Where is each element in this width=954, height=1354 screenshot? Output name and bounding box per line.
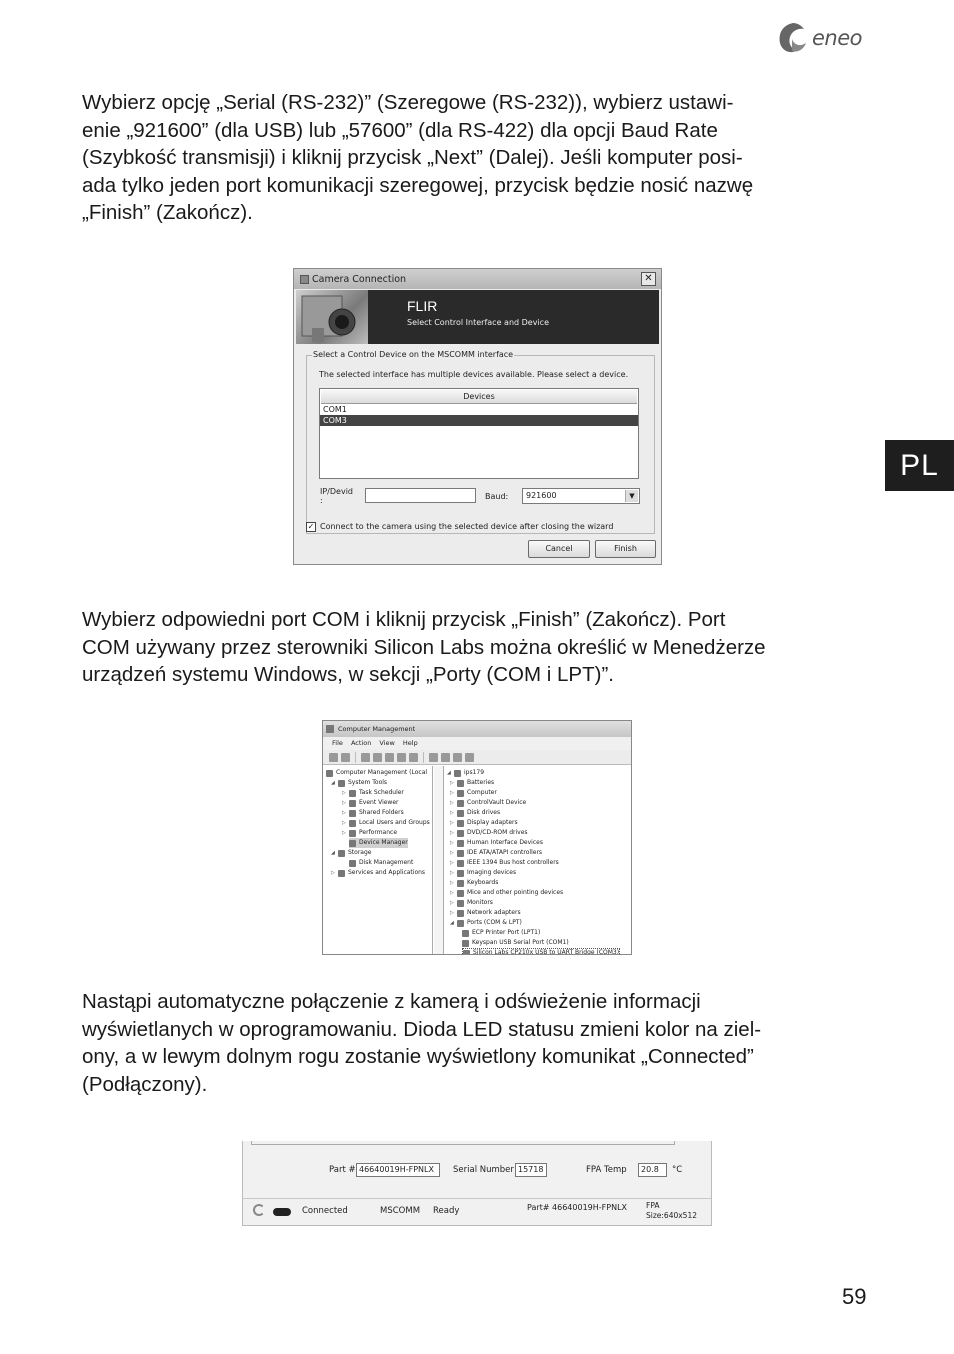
cm-title: Computer Management (338, 725, 416, 733)
device-label: Silicon Labs CP210x USB to UART Bridge (COM3) (473, 949, 620, 955)
language-tab: PL (885, 440, 954, 491)
collapse-arrow-icon[interactable]: ◢ (447, 770, 451, 776)
eneo-leaf-icon (776, 21, 810, 55)
expand-arrow-icon[interactable]: ▷ (450, 780, 454, 786)
status-ready: Ready (433, 1206, 460, 1216)
text-line: COM używany przez sterowniki Silicon Labs można określić w Menedżerze (82, 635, 766, 659)
device-category[interactable] (450, 888, 563, 898)
expand-arrow-icon[interactable]: ▷ (450, 900, 454, 906)
device-label: DVD/CD-ROM drives (467, 829, 528, 836)
properties-icon[interactable] (385, 753, 394, 762)
disk-icon (349, 860, 356, 867)
device-label: Imaging devices (467, 869, 517, 876)
tree-item-label: Services and Applications (348, 869, 426, 876)
devices-list[interactable] (319, 388, 639, 479)
text-line: „Finish” (Zakończ). (82, 201, 253, 224)
controlvault-icon (457, 800, 464, 807)
text-line: enie „921600” (dla USB) lub „57600” (dla RS-422) dla opcji Baud Rate (82, 118, 718, 142)
expand-arrow-icon[interactable]: ▷ (342, 810, 346, 816)
tree-item-task-scheduler[interactable] (342, 788, 404, 798)
status-interface: MSCOMM (380, 1206, 421, 1216)
serial-number-field: 15718 (515, 1163, 547, 1177)
ip-devid-label-colon: : (320, 496, 323, 505)
ip-devid-label (320, 487, 353, 505)
disable-icon[interactable] (453, 753, 462, 762)
device-label: Disk drives (467, 809, 501, 816)
device-category[interactable] (450, 818, 518, 828)
tree-item-local-users[interactable] (342, 818, 430, 828)
camera-status-panel (242, 1141, 712, 1226)
tree-item-disk-management[interactable] (349, 858, 413, 868)
status-led-icon (273, 1208, 291, 1216)
text-line: Wybierz opcję „Serial (RS-232)” (Szeregowe (RS-232)), wybierz ustawi- (82, 91, 734, 114)
expand-arrow-icon[interactable]: ▷ (450, 870, 454, 876)
expand-arrow-icon[interactable]: ▷ (331, 870, 335, 876)
menu-action[interactable]: Action (350, 739, 372, 747)
device-port-item[interactable] (462, 928, 540, 938)
device-category-ports[interactable] (450, 918, 522, 928)
device-label: Ports (COM & LPT) (467, 919, 522, 926)
device-category[interactable] (450, 788, 497, 798)
panel-frame (251, 1141, 675, 1145)
device-port-item[interactable] (462, 938, 569, 948)
storage-icon (338, 850, 345, 857)
expand-arrow-icon[interactable]: ▷ (342, 830, 346, 836)
device-root[interactable] (447, 768, 484, 778)
collapse-arrow-icon[interactable]: ◢ (331, 780, 335, 786)
paragraph-select-com-port (82, 606, 872, 689)
device-category[interactable] (450, 808, 500, 818)
fpa-temp-label: FPA Temp (586, 1165, 627, 1175)
device-item-com3[interactable]: COM3 (320, 415, 638, 426)
device-label: IDE ATA/ATAPI controllers (467, 849, 543, 856)
tree-item-label: Performance (359, 829, 398, 836)
disk-icon (457, 810, 464, 817)
text-line: urządzeń systemu Windows, w sekcji „Porty (COM i LPT)”. (82, 663, 614, 686)
users-icon (349, 820, 356, 827)
part-number-field: 46640019H-FPNLX (356, 1163, 440, 1177)
scan-hardware-icon[interactable] (429, 753, 438, 762)
menu-view[interactable]: View (379, 739, 395, 747)
tree-item-device-manager[interactable] (349, 838, 408, 848)
status-part-number: Part# 46640019H-FPNLX (527, 1203, 628, 1212)
expand-arrow-icon[interactable]: ▷ (342, 800, 346, 806)
ieee1394-icon (457, 860, 464, 867)
tree-item-event-viewer[interactable] (342, 798, 399, 808)
network-icon (457, 910, 464, 917)
services-icon (338, 870, 345, 877)
close-button[interactable]: ✕ (641, 272, 656, 286)
text-line: (Podłączony). (82, 1072, 208, 1096)
camera-image (296, 290, 368, 344)
device-label: ControlVault Device (467, 799, 527, 806)
fpa-temp-unit: °C (672, 1165, 683, 1175)
hid-icon (457, 840, 464, 847)
status-fpa-value: Size:640x512 (646, 1211, 697, 1220)
cm-navigation-tree (323, 766, 433, 955)
tree-item-computer-management[interactable] (326, 768, 427, 778)
tree-item-shared-folders[interactable] (342, 808, 404, 818)
device-label: IEEE 1394 Bus host controllers (467, 859, 559, 866)
clock-icon (349, 790, 356, 797)
monitor-icon (457, 900, 464, 907)
device-label: Human Interface Devices (467, 839, 543, 846)
camera-icon (457, 870, 464, 877)
text-line: Wybierz odpowiedni port COM i kliknij przycisk „Finish” (Zakończ). Port (82, 608, 726, 631)
cm-titlebar (323, 721, 631, 737)
device-category[interactable] (450, 858, 559, 868)
computer-management-window (322, 720, 632, 955)
device-category[interactable] (450, 798, 526, 808)
computer-icon (326, 770, 333, 777)
connect-checkbox-label: Connect to the camera using the selected device after closing the wizard (320, 522, 614, 531)
baud-value: 921600 (526, 491, 557, 500)
device-message: The selected interface has multiple devices available. Please select a device. (319, 370, 629, 379)
dialog-titlebar (294, 269, 661, 289)
cm-menubar (323, 737, 631, 750)
device-label: Keyspan USB Serial Port (COM1) (472, 939, 569, 946)
baud-label: Baud: (485, 492, 509, 501)
ip-devid-input[interactable] (365, 488, 476, 503)
device-category[interactable] (450, 908, 521, 918)
device-category[interactable] (450, 778, 494, 788)
expand-arrow-icon[interactable]: ▷ (450, 820, 454, 826)
up-icon[interactable] (361, 753, 370, 762)
banner-title: FLIR (407, 298, 438, 314)
forward-icon[interactable] (341, 753, 350, 762)
toolbar-divider (423, 752, 424, 763)
pane-splitter[interactable] (434, 766, 444, 955)
tree-item-label: System Tools (348, 779, 388, 786)
window-icon (300, 275, 309, 284)
device-category[interactable] (450, 838, 543, 848)
finish-button[interactable]: Finish (595, 540, 656, 558)
device-manager-icon (349, 840, 356, 847)
battery-icon (457, 780, 464, 787)
console-icon[interactable] (409, 753, 418, 762)
expand-arrow-icon[interactable]: ▷ (450, 860, 454, 866)
expand-arrow-icon[interactable]: ▷ (450, 790, 454, 796)
help-icon[interactable] (397, 753, 406, 762)
port-icon (457, 920, 464, 927)
device-item-com1[interactable]: COM1 (323, 405, 347, 414)
device-tree (445, 766, 632, 955)
refresh-icon[interactable] (253, 1204, 265, 1216)
device-category[interactable] (450, 848, 542, 858)
ip-devid-label-text: IP/Devid (320, 487, 353, 496)
device-label: ECP Printer Port (LPT1) (472, 929, 541, 936)
computer-icon (454, 770, 461, 777)
toolbar-divider (355, 752, 356, 763)
part-number-label: Part # (329, 1165, 356, 1175)
paragraph-auto-connect (82, 988, 872, 1098)
port-icon (462, 930, 469, 937)
update-driver-icon[interactable] (441, 753, 450, 762)
device-label: Keyboards (467, 879, 499, 886)
device-label: Monitors (467, 899, 493, 906)
device-label: Computer (467, 789, 497, 796)
device-label: ips179 (464, 769, 485, 776)
text-line: Nastąpi automatyczne połączenie z kamerą i odświeżenie informacji (82, 990, 701, 1013)
eneo-logo-text: eneo (812, 26, 862, 50)
device-category[interactable] (450, 878, 498, 888)
port-icon (462, 940, 469, 947)
expand-arrow-icon[interactable]: ▷ (450, 810, 454, 816)
computer-icon (457, 790, 464, 797)
expand-arrow-icon[interactable]: ▷ (450, 800, 454, 806)
tree-item-storage[interactable] (331, 848, 371, 858)
status-divider (243, 1198, 712, 1199)
menu-file[interactable]: File (332, 739, 343, 747)
eneo-logo (776, 18, 876, 58)
expand-arrow-icon[interactable]: ▷ (450, 830, 454, 836)
expand-arrow-icon[interactable]: ▷ (450, 910, 454, 916)
wizard-banner (296, 290, 659, 344)
expand-arrow-icon[interactable]: ▷ (342, 820, 346, 826)
tree-item-services-apps[interactable] (331, 868, 425, 878)
performance-icon (349, 830, 356, 837)
device-label: Display adapters (467, 819, 518, 826)
collapse-arrow-icon[interactable]: ◢ (331, 850, 335, 856)
device-port-item-silicon-labs[interactable] (462, 948, 620, 955)
expand-arrow-icon[interactable]: ▷ (342, 790, 346, 796)
expand-arrow-icon[interactable]: ▷ (450, 890, 454, 896)
menu-help[interactable]: Help (402, 739, 418, 747)
tree-item-label: Shared Folders (359, 809, 404, 816)
device-category[interactable] (450, 898, 493, 908)
keyboard-icon (457, 880, 464, 887)
tools-icon (338, 780, 345, 787)
group-legend: Select a Control Device on the MSCOMM interface (313, 350, 514, 359)
cm-toolbar (323, 750, 631, 765)
expand-arrow-icon[interactable]: ▷ (450, 840, 454, 846)
tree-item-system-tools[interactable] (331, 778, 387, 788)
fpa-temp-field: 20.8 (638, 1163, 667, 1177)
dialog-title: Camera Connection (312, 273, 407, 285)
status-connected: Connected (302, 1206, 348, 1216)
tree-item-label: Event Viewer (359, 799, 399, 806)
back-icon[interactable] (329, 753, 338, 762)
expand-arrow-icon[interactable]: ▷ (450, 850, 454, 856)
baud-select[interactable] (522, 488, 640, 504)
serial-number-label: Serial Number (453, 1165, 514, 1175)
mouse-icon (457, 890, 464, 897)
tree-item-label: Device Manager (359, 839, 408, 846)
connect-checkbox[interactable]: ✓ (307, 522, 315, 531)
paragraph-serial-settings (82, 89, 872, 227)
collapse-arrow-icon[interactable]: ◢ (450, 920, 454, 926)
camera-icon (296, 290, 368, 344)
page-number: 59 (842, 1284, 867, 1309)
ide-icon (457, 850, 464, 857)
status-fpa-label: FPA (646, 1201, 660, 1210)
uninstall-icon[interactable] (465, 753, 474, 762)
cancel-button[interactable]: Cancel (528, 540, 590, 558)
show-hide-tree-icon[interactable] (373, 753, 382, 762)
tree-item-label: Local Users and Groups (359, 819, 430, 826)
tree-item-label: Storage (348, 849, 372, 856)
event-viewer-icon (349, 800, 356, 807)
tree-item-label: Disk Management (359, 859, 414, 866)
device-label: Batteries (467, 779, 495, 786)
text-line: wyświetlanych w oprogramowaniu. Dioda LED statusu zmieni kolor na ziel- (82, 1017, 762, 1041)
text-line: ada tylko jeden port komunikacji szeregowej, przycisk będzie nosić nazwę (82, 173, 754, 197)
chevron-down-icon[interactable]: ▼ (625, 490, 638, 502)
status-fpa-size (646, 1201, 697, 1221)
port-icon (463, 950, 470, 956)
device-label: Mice and other pointing devices (467, 889, 564, 896)
text-line: (Szybkość transmisji) i kliknij przycisk „Next” (Dalej). Jeśli komputer posi- (82, 146, 743, 169)
computer-management-icon (326, 725, 334, 733)
text-line: ony, a w lewym dolnym rogu zostanie wyświetlony komunikat „Connected” (82, 1045, 754, 1068)
tree-item-performance[interactable] (342, 828, 397, 838)
dvd-icon (457, 830, 464, 837)
devices-column-header[interactable]: Devices (321, 390, 637, 404)
banner-subtitle: Select Control Interface and Device (407, 318, 549, 327)
expand-arrow-icon[interactable]: ▷ (450, 880, 454, 886)
folder-icon (349, 810, 356, 817)
device-label: Network adapters (467, 909, 521, 916)
device-category[interactable] (450, 828, 528, 838)
display-icon (457, 820, 464, 827)
device-category[interactable] (450, 868, 516, 878)
camera-connection-dialog (293, 268, 662, 565)
tree-item-label: Task Scheduler (359, 789, 404, 796)
tree-item-label: Computer Management (Local (336, 769, 428, 776)
